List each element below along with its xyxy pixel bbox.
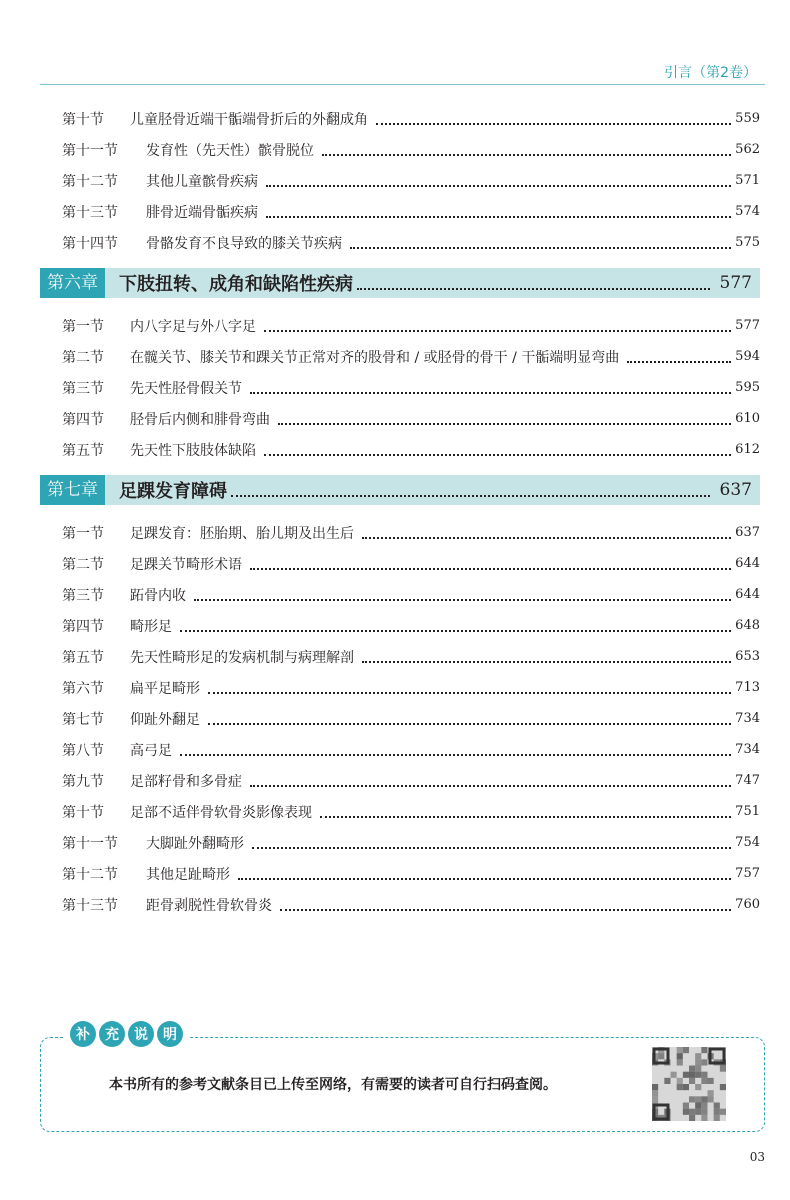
section-title: 儿童胫骨近端干骺端骨折后的外翻成角 bbox=[130, 111, 368, 128]
section-page: 751 bbox=[735, 804, 760, 819]
section-number: 第四节 bbox=[62, 618, 104, 635]
section-page: 610 bbox=[735, 411, 760, 426]
section-row[interactable] bbox=[40, 341, 760, 372]
section-row[interactable] bbox=[40, 103, 760, 134]
section-number: 第四节 bbox=[62, 411, 104, 428]
section-number: 第十一节 bbox=[62, 142, 118, 159]
dot-leader bbox=[180, 740, 731, 756]
dot-leader bbox=[627, 347, 731, 363]
chapter-page: 577 bbox=[719, 273, 752, 293]
dot-leader bbox=[350, 233, 731, 249]
section-page: 577 bbox=[735, 318, 760, 333]
section-number: 第五节 bbox=[62, 442, 104, 459]
section-title: 先天性胫骨假关节 bbox=[130, 380, 242, 397]
section-row[interactable] bbox=[40, 196, 760, 227]
section-page: 760 bbox=[735, 897, 760, 912]
section-title: 足部不适伴骨软骨炎影像表现 bbox=[130, 804, 312, 821]
section-number: 第十节 bbox=[62, 804, 104, 821]
section-title: 先天性下肢肢体缺陷 bbox=[130, 442, 256, 459]
section-row[interactable] bbox=[40, 796, 760, 827]
section-number: 第三节 bbox=[62, 587, 104, 604]
section-page: 734 bbox=[735, 742, 760, 757]
section-row[interactable] bbox=[40, 889, 760, 920]
header-title: 引言（第2卷） bbox=[664, 65, 757, 81]
section-number: 第十一节 bbox=[62, 835, 118, 852]
dot-leader bbox=[357, 274, 710, 290]
supplementary-note-text: 本书所有的参考文献条目已上传至网络，有需要的读者可自行扫码查阅。 bbox=[109, 1077, 557, 1093]
section-page: 574 bbox=[735, 204, 760, 219]
section-row[interactable] bbox=[40, 672, 760, 703]
dot-leader bbox=[362, 647, 731, 663]
section-row[interactable] bbox=[40, 434, 760, 465]
section-title: 在髋关节、膝关节和踝关节正常对齐的股骨和 / 或胫骨的骨干 / 干骺端明显弯曲 bbox=[130, 349, 620, 366]
section-page: 757 bbox=[735, 866, 760, 881]
section-number: 第七节 bbox=[62, 711, 104, 728]
section-page: 644 bbox=[735, 587, 760, 602]
section-number: 第十三节 bbox=[62, 897, 118, 914]
section-title: 足踝发育：胚胎期、胎儿期及出生后 bbox=[130, 525, 354, 542]
dot-leader bbox=[250, 554, 731, 570]
section-page: 637 bbox=[735, 525, 760, 540]
section-number: 第十节 bbox=[62, 111, 104, 128]
section-page: 562 bbox=[735, 142, 760, 157]
qr-code-icon[interactable] bbox=[652, 1047, 726, 1121]
dot-leader bbox=[266, 202, 731, 218]
dot-leader bbox=[322, 140, 731, 156]
section-row[interactable] bbox=[40, 641, 760, 672]
dot-leader bbox=[208, 709, 731, 725]
chapter-page: 637 bbox=[719, 480, 752, 500]
section-row[interactable] bbox=[40, 734, 760, 765]
section-title: 高弓足 bbox=[130, 742, 172, 759]
dot-leader bbox=[266, 171, 731, 187]
section-title: 其他儿童髌骨疾病 bbox=[146, 173, 258, 190]
section-page: 747 bbox=[735, 773, 760, 788]
section-row[interactable] bbox=[40, 703, 760, 734]
section-title: 足踝关节畸形术语 bbox=[130, 556, 242, 573]
section-row[interactable] bbox=[40, 227, 760, 258]
dot-leader bbox=[264, 316, 731, 332]
section-title: 内八字足与外八字足 bbox=[130, 318, 256, 335]
section-number: 第九节 bbox=[62, 773, 104, 790]
dot-leader bbox=[250, 771, 731, 787]
section-number: 第一节 bbox=[62, 525, 104, 542]
section-title: 扁平足畸形 bbox=[130, 680, 200, 697]
section-row[interactable] bbox=[40, 372, 760, 403]
section-page: 653 bbox=[735, 649, 760, 664]
chapter-number: 第六章 bbox=[40, 268, 105, 298]
section-number: 第十四节 bbox=[62, 235, 118, 252]
dot-leader bbox=[362, 523, 731, 539]
section-page: 575 bbox=[735, 235, 760, 250]
section-title: 先天性畸形足的发病机制与病理解剖 bbox=[130, 649, 354, 666]
section-title: 大脚趾外翻畸形 bbox=[146, 835, 244, 852]
section-number: 第二节 bbox=[62, 556, 104, 573]
section-title: 足部籽骨和多骨症 bbox=[130, 773, 242, 790]
page-number: 03 bbox=[749, 1150, 765, 1164]
section-title: 发育性（先天性）髌骨脱位 bbox=[146, 142, 314, 159]
dot-leader bbox=[208, 678, 731, 694]
chapter-title: 下肢扭转、成角和缺陷性疾病 bbox=[119, 274, 353, 295]
section-page: 713 bbox=[735, 680, 760, 695]
section-number: 第八节 bbox=[62, 742, 104, 759]
dot-leader bbox=[194, 585, 731, 601]
section-row[interactable] bbox=[40, 827, 760, 858]
section-page: 595 bbox=[735, 380, 760, 395]
chapter-title: 足踝发育障碍 bbox=[119, 481, 227, 502]
section-title: 其他足趾畸形 bbox=[146, 866, 230, 883]
section-page: 559 bbox=[735, 111, 760, 126]
section-row[interactable] bbox=[40, 517, 760, 548]
section-row[interactable] bbox=[40, 858, 760, 889]
section-page: 734 bbox=[735, 711, 760, 726]
section-number: 第二节 bbox=[62, 349, 104, 366]
section-row[interactable] bbox=[40, 579, 760, 610]
chapter-number: 第七章 bbox=[40, 475, 105, 505]
section-title: 距骨剥脱性骨软骨炎 bbox=[146, 897, 272, 914]
section-page: 754 bbox=[735, 835, 760, 850]
section-page: 571 bbox=[735, 173, 760, 188]
chapter-row[interactable] bbox=[40, 475, 760, 505]
note-tag-char: 补 bbox=[70, 1021, 96, 1047]
section-row[interactable] bbox=[40, 403, 760, 434]
section-page: 644 bbox=[735, 556, 760, 571]
supplementary-note-tag bbox=[64, 1021, 189, 1047]
note-tag-char: 充 bbox=[99, 1021, 125, 1047]
section-page: 648 bbox=[735, 618, 760, 633]
dot-leader bbox=[238, 864, 731, 880]
dot-leader bbox=[376, 109, 731, 125]
section-page: 612 bbox=[735, 442, 760, 457]
section-number: 第三节 bbox=[62, 380, 104, 397]
section-title: 仰趾外翻足 bbox=[130, 711, 200, 728]
dot-leader bbox=[180, 616, 731, 632]
section-number: 第五节 bbox=[62, 649, 104, 666]
section-number: 第十三节 bbox=[62, 204, 118, 221]
section-number: 第一节 bbox=[62, 318, 104, 335]
table-of-contents bbox=[40, 103, 760, 920]
section-title: 骨骼发育不良导致的膝关节疾病 bbox=[146, 235, 342, 252]
chapter-row[interactable] bbox=[40, 268, 760, 298]
section-number: 第十二节 bbox=[62, 173, 118, 190]
note-tag-char: 明 bbox=[157, 1021, 183, 1047]
section-row[interactable] bbox=[40, 165, 760, 196]
section-title: 畸形足 bbox=[130, 618, 172, 635]
section-number: 第六节 bbox=[62, 680, 104, 697]
dot-leader bbox=[250, 378, 731, 394]
dot-leader bbox=[252, 833, 731, 849]
section-number: 第十二节 bbox=[62, 866, 118, 883]
section-row[interactable] bbox=[40, 548, 760, 579]
section-row[interactable] bbox=[40, 610, 760, 641]
running-header bbox=[40, 62, 765, 85]
dot-leader bbox=[264, 440, 731, 456]
section-page: 594 bbox=[735, 349, 760, 364]
section-title: 胫骨后内侧和腓骨弯曲 bbox=[130, 411, 270, 428]
dot-leader bbox=[280, 895, 731, 911]
section-title: 腓骨近端骨骺疾病 bbox=[146, 204, 258, 221]
section-title: 跖骨内收 bbox=[130, 587, 186, 604]
section-row[interactable] bbox=[40, 134, 760, 165]
dot-leader bbox=[231, 481, 710, 497]
dot-leader bbox=[320, 802, 731, 818]
section-row[interactable] bbox=[40, 765, 760, 796]
section-row[interactable] bbox=[40, 310, 760, 341]
note-tag-char: 说 bbox=[128, 1021, 154, 1047]
dot-leader bbox=[278, 409, 731, 425]
